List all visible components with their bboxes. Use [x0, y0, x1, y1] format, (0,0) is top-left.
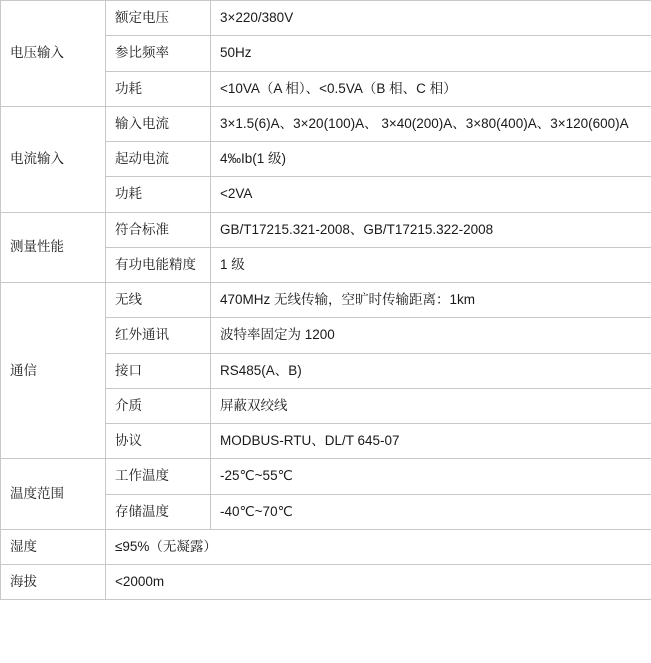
row-value: GB/T17215.321-2008、GB/T17215.322-2008 — [211, 212, 651, 247]
table-row — [1, 106, 651, 141]
row-value: MODBUS-RTU、DL/T 645-07 — [211, 424, 651, 459]
row-value: RS485(A、B) — [211, 353, 651, 388]
row-item: 介质 — [106, 388, 211, 423]
row-item: 协议 — [106, 424, 211, 459]
row-category: 电流输入 — [1, 106, 106, 212]
row-item: 符合标准 — [106, 212, 211, 247]
row-category: 电压输入 — [1, 1, 106, 107]
row-value: 屏蔽双绞线 — [211, 388, 651, 423]
row-item: 工作温度 — [106, 459, 211, 494]
row-value: 4‰Ib(1 级) — [211, 142, 651, 177]
row-category: 通信 — [1, 283, 106, 459]
row-item: 存储温度 — [106, 494, 211, 529]
table-row — [1, 1, 651, 36]
table-body — [1, 1, 651, 600]
row-value: 470MHz 无线传输，空旷时传输距离：1km — [211, 283, 651, 318]
row-item: 功耗 — [106, 71, 211, 106]
row-item: 起动电流 — [106, 142, 211, 177]
row-item: 功耗 — [106, 177, 211, 212]
row-value: <10VA（A 相）、<0.5VA（B 相、C 相） — [211, 71, 651, 106]
row-value: ≤95%（无凝露） — [106, 529, 651, 564]
row-item: 无线 — [106, 283, 211, 318]
row-value: -40℃~70℃ — [211, 494, 651, 529]
row-value: <2VA — [211, 177, 651, 212]
row-item: 输入电流 — [106, 106, 211, 141]
row-value: -25℃~55℃ — [211, 459, 651, 494]
row-category: 测量性能 — [1, 212, 106, 283]
table-row — [1, 529, 651, 564]
row-item: 红外通讯 — [106, 318, 211, 353]
row-value: 3×220/380V — [211, 1, 651, 36]
row-value: 1 级 — [211, 247, 651, 282]
row-item: 接口 — [106, 353, 211, 388]
row-category: 湿度 — [1, 529, 106, 564]
table-row — [1, 565, 651, 600]
row-value: 3×1.5(6)A、3×20(100)A、 3×40(200)A、3×80(400)A、3×120(600)A — [211, 106, 651, 141]
table-row — [1, 212, 651, 247]
row-value: <2000m — [106, 565, 651, 600]
row-category: 海拔 — [1, 565, 106, 600]
row-value: 50Hz — [211, 36, 651, 71]
row-value: 波特率固定为 1200 — [211, 318, 651, 353]
row-item: 参比频率 — [106, 36, 211, 71]
table-row — [1, 283, 651, 318]
row-item: 额定电压 — [106, 1, 211, 36]
row-item: 有功电能精度 — [106, 247, 211, 282]
table-row — [1, 459, 651, 494]
row-category: 温度范围 — [1, 459, 106, 530]
